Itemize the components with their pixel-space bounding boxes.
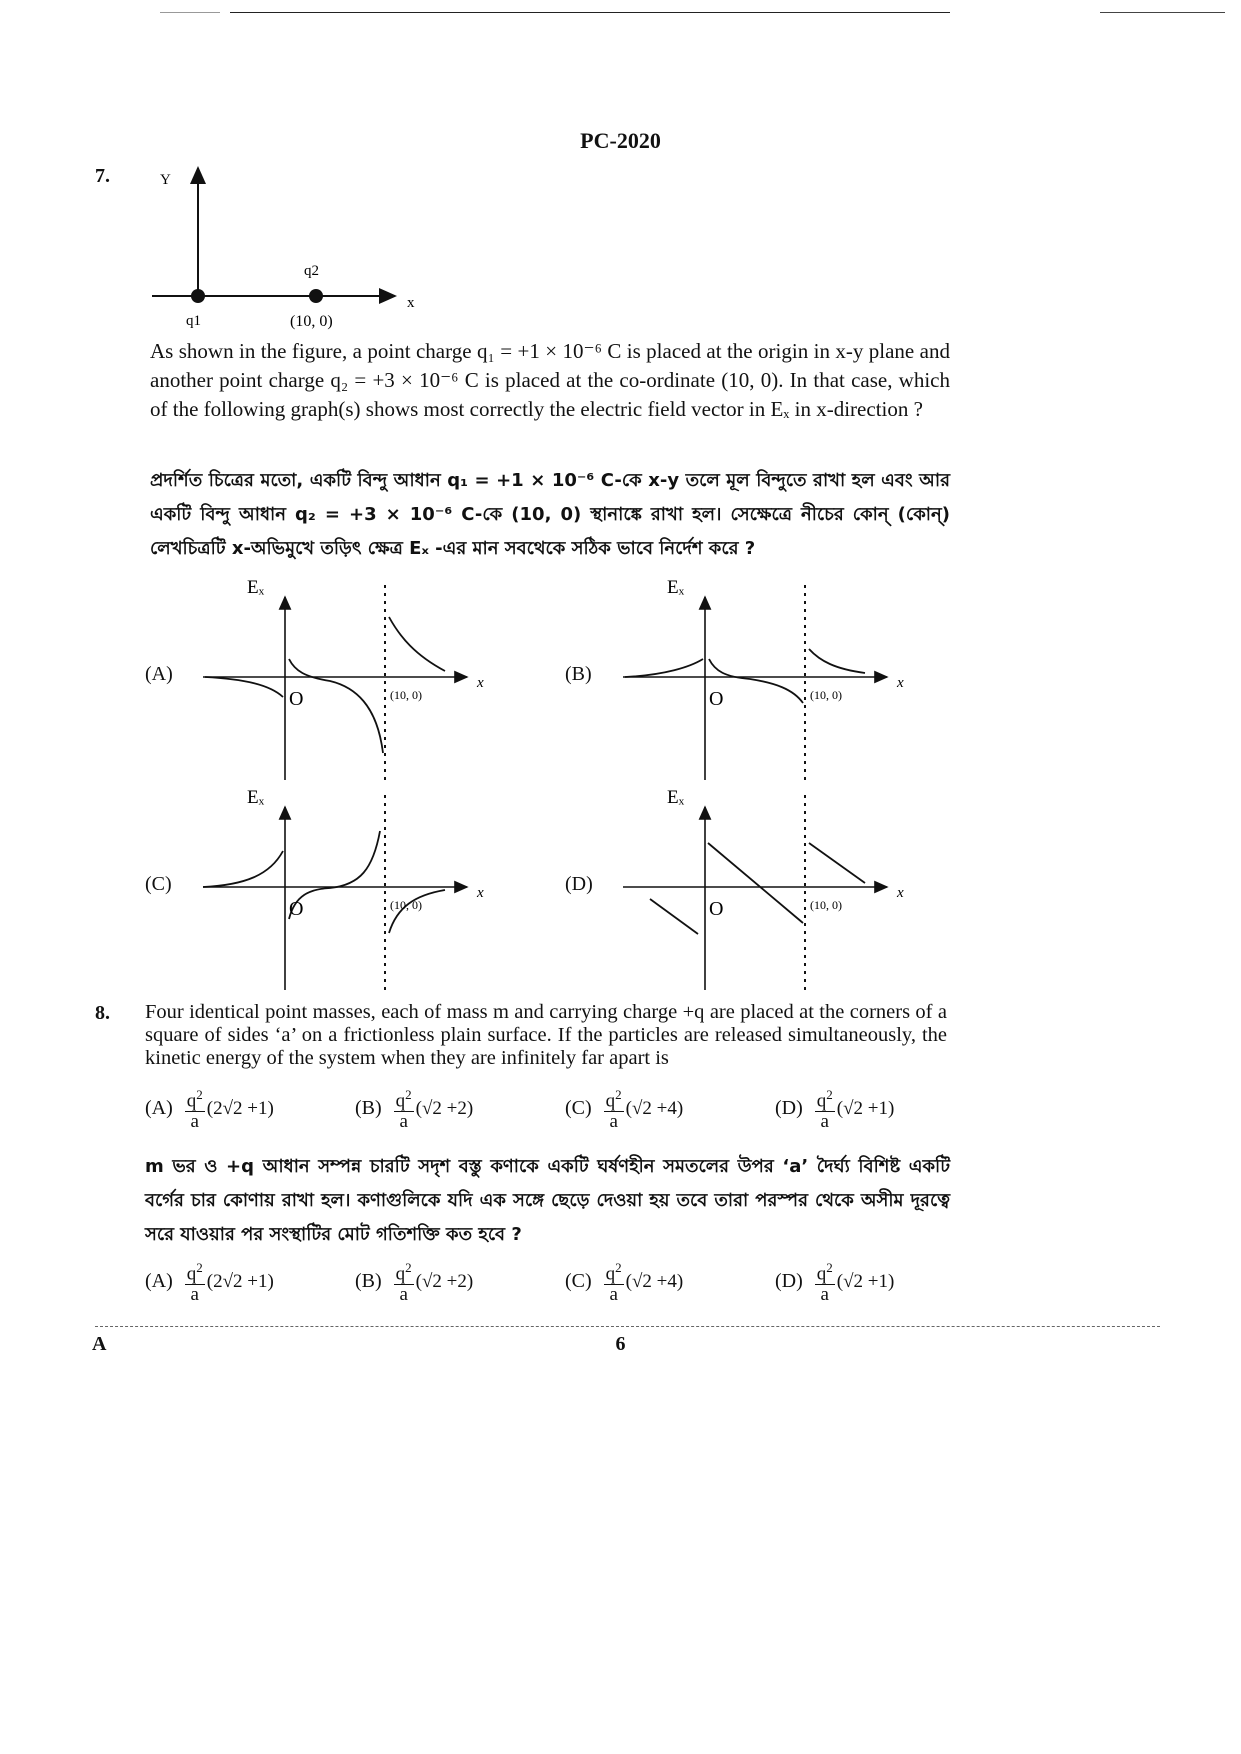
q8-options-english (0, 1085, 1241, 1145)
q2-coordinate: (10, 0) (290, 313, 333, 330)
q8-option-d[interactable]: (D) $\frac{q^2}{a}$ (√2 +1) (775, 1087, 895, 1133)
graph-origin-label: O (709, 688, 724, 710)
q7-charge-figure (140, 160, 430, 335)
graph-curve-1 (650, 899, 698, 934)
q8-option-a-repeat[interactable]: (A) $\frac{q^2}{a}$ (2√2 +1) (145, 1260, 274, 1306)
charge-q1 (191, 289, 205, 303)
footer-rule (95, 1326, 1160, 1327)
graph-curve-1 (203, 851, 283, 887)
graph-option-b[interactable] (565, 575, 935, 785)
top-rule-left (160, 12, 220, 13)
ex-graph (565, 785, 935, 995)
q8-options-bengali (0, 1258, 1241, 1318)
graph-marker-label: (10, 0) (390, 898, 422, 912)
graph-curve-3 (389, 617, 445, 671)
graph-option-a[interactable] (145, 575, 515, 785)
graph-option-label: (A) (145, 663, 173, 685)
graph-y-axis-label: Eₓ (247, 787, 265, 808)
q8-option-b[interactable]: (B) $\frac{q^2}{a}$ (√2 +2) (355, 1087, 474, 1133)
ex-graph (565, 575, 935, 785)
q8-option-c[interactable]: (C) $\frac{q^2}{a}$ (√2 +4) (565, 1087, 684, 1133)
graph-option-c[interactable] (145, 785, 515, 995)
q8-option-c-repeat[interactable]: (C) $\frac{q^2}{a}$ (√2 +4) (565, 1260, 684, 1306)
top-rule-right (1100, 12, 1225, 13)
q8-option-b-repeat[interactable]: (B) $\frac{q^2}{a}$ (√2 +2) (355, 1260, 474, 1306)
top-rule (230, 12, 950, 13)
question-7-text-english: As shown in the figure, a point charge q₁ = +1 × 10⁻⁶ C is placed at the origin in x-y plane and another point charge q₂ = +3 × 10⁻⁶ C is placed at the co-ordinate (10, 0). In that case, which of the following graph(s) shows most correctly the electric field vector in Eₓ in x-direction ? (150, 339, 950, 421)
x-axis-label: x (407, 295, 415, 311)
graph-marker-label: (10, 0) (390, 688, 422, 702)
ex-graph (145, 575, 515, 785)
page-number: 6 (615, 1333, 626, 1355)
graph-marker-label: (10, 0) (810, 688, 842, 702)
graph-curve-3 (809, 843, 865, 883)
y-axis-label: Y (160, 172, 171, 188)
charge-q2 (309, 289, 323, 303)
q2-label: q2 (304, 263, 319, 279)
graph-curve-1 (625, 659, 703, 677)
graph-y-axis-label: Eₓ (667, 787, 685, 808)
graph-x-axis-label: x (897, 675, 904, 691)
graph-x-axis-label: x (477, 885, 484, 901)
graph-x-axis-label: x (897, 885, 904, 901)
footer-set-code: A (92, 1333, 107, 1355)
graph-origin-label: O (289, 688, 304, 710)
graph-origin-label: O (289, 898, 304, 920)
graph-x-axis-label: x (477, 675, 484, 691)
question-8-number: 8. (95, 1002, 110, 1024)
graph-option-label: (D) (565, 873, 593, 895)
q8-option-d-repeat[interactable]: (D) $\frac{q^2}{a}$ (√2 +1) (775, 1260, 895, 1306)
ex-graph (145, 785, 515, 995)
graph-curve-1 (205, 677, 283, 697)
q1-label: q1 (186, 313, 201, 329)
graph-curve-3 (809, 649, 865, 673)
graph-option-label: (B) (565, 663, 592, 685)
question-8-text-english: Four identical point masses, each of mass m and carrying charge +q are placed at the corners of a square of sides ‘a’ on a frictionless plain surface. If the particles are released simultaneously, the kinetic energy of the system when they are infinitely far apart is (145, 1001, 947, 1069)
q8-option-a[interactable]: (A) $\frac{q^2}{a}$ (2√2 +1) (145, 1087, 274, 1133)
page-title: PC-2020 (580, 128, 661, 153)
graph-origin-label: O (709, 898, 724, 920)
graph-y-axis-label: Eₓ (247, 577, 265, 598)
graph-option-d[interactable] (565, 785, 935, 995)
question-7-number: 7. (95, 165, 110, 187)
question-8-text-bengali: m ভর ও +q আধান সম্পন্ন চারটি সদৃশ বস্তু কণাকে একটি ঘর্ষণহীন সমতলের উপর ‘a’ দৈর্ঘ্য বিশিষ্ট একটি বর্গের চার কোণায় রাখা হল। কণাগুলিকে যদি এক সঙ্গে ছেড়ে দেওয়া হয় তবে তারা পরস্পর থেকে অসীম দূরত্বে সরে যাওয়ার পর সংস্থাটির মোট গতিশক্তি কত হবে ? (145, 1156, 950, 1245)
graph-option-label: (C) (145, 873, 172, 895)
graph-y-axis-label: Eₓ (667, 577, 685, 598)
question-7-text-bengali: প্রদর্শিত চিত্রের মতো, একটি বিন্দু আধান q₁ = +1 × 10⁻⁶ C-কে x-y তলে মূল বিন্দুতে রাখা হল এবং আর একটি বিন্দু আধান q₂ = +3 × 10⁻⁶ C-কে (10, 0) স্থানাঙ্কে রাখা হল। সেক্ষেত্রে নীচের কোন্ (কোন্) লেখচিত্রটি x-অভিমুখে তড়িৎ ক্ষেত্র Eₓ -এর মান সবথেকে সঠিক ভাবে নির্দেশ করে ? (150, 470, 950, 559)
graph-marker-label: (10, 0) (810, 898, 842, 912)
